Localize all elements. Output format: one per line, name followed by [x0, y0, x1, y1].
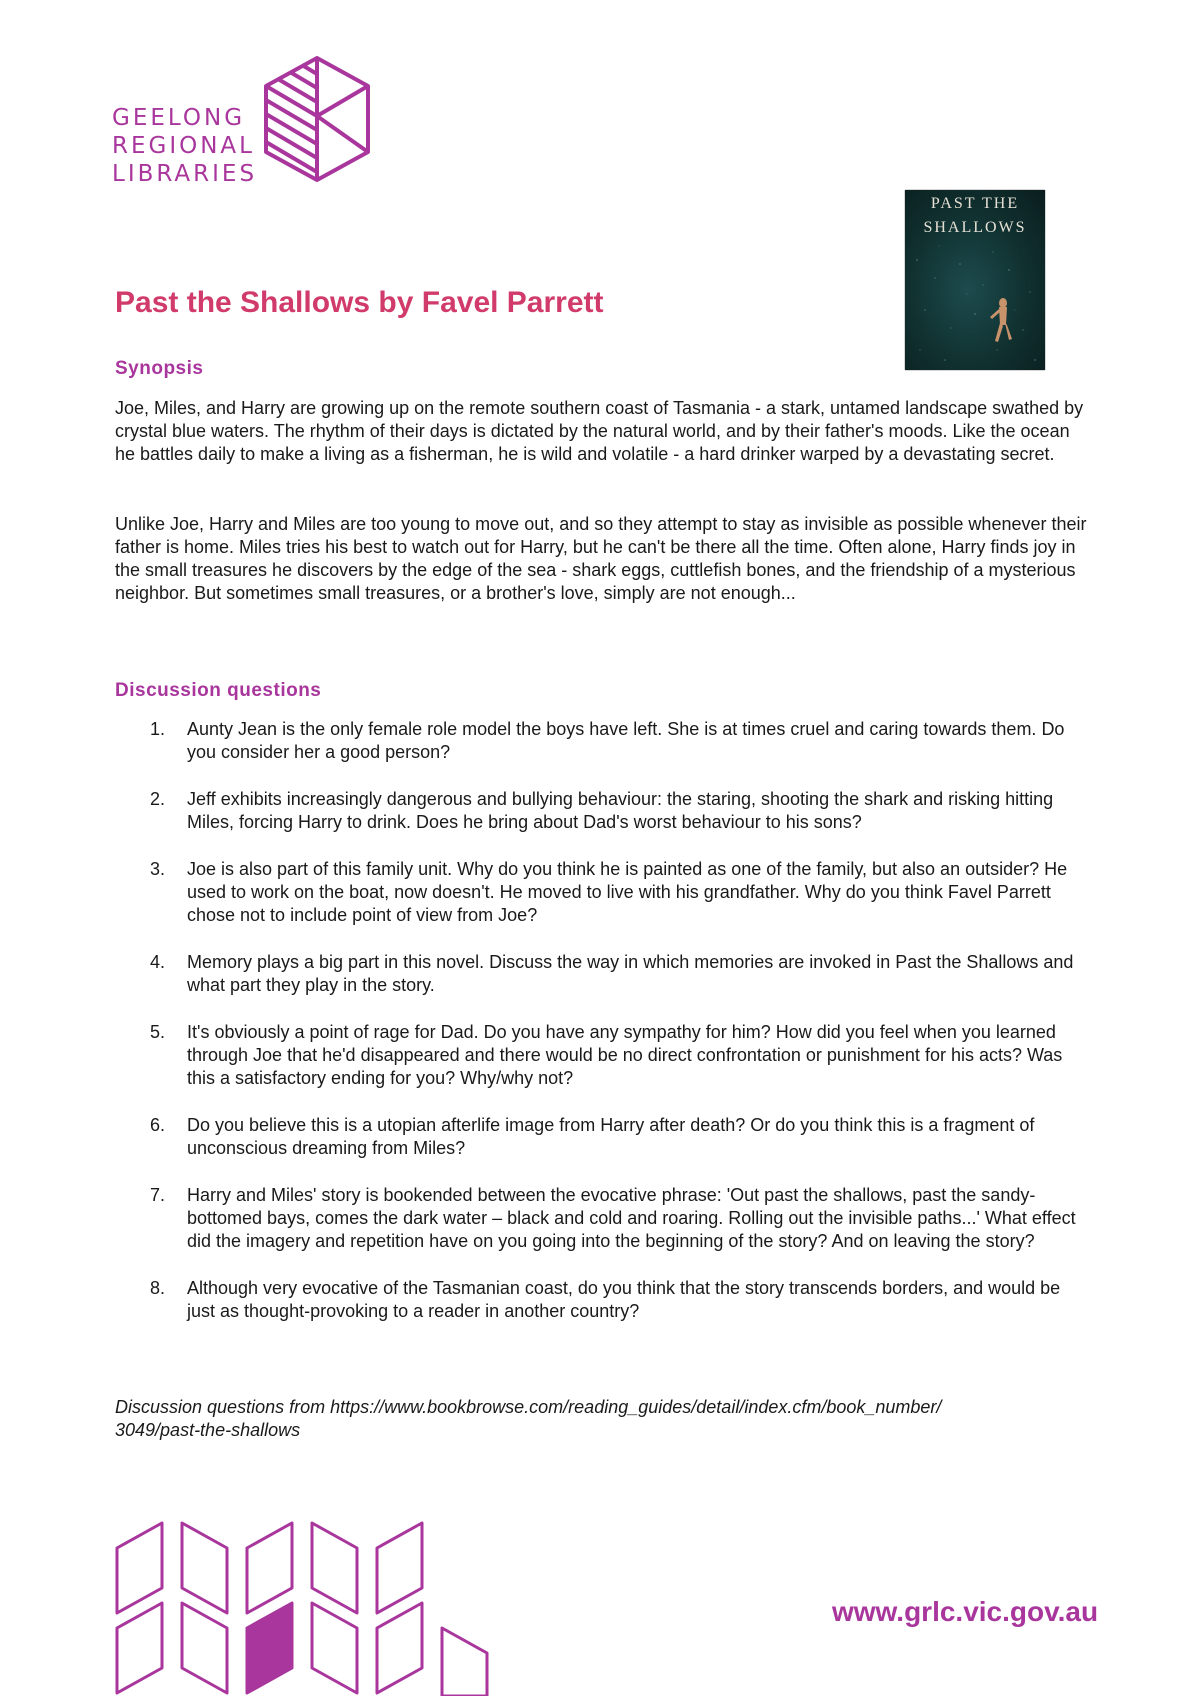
question-number: 2.	[150, 789, 166, 809]
source-citation	[115, 1396, 1075, 1442]
question-text: Do you believe this is a utopian afterlife image from Harry after death? Or do you think this is a fragment of unconscious dreaming from Miles?	[187, 1115, 1035, 1158]
cover-title-line-1: PAST THE	[930, 195, 1020, 212]
question-number: 6.	[150, 1115, 166, 1135]
question-item	[115, 718, 1090, 764]
discussion-heading: Discussion questions	[115, 680, 322, 701]
question-text: Harry and Miles' story is bookended between the evocative phrase: 'Out past the shallows, past the sandy-bottomed bays, comes the dark water – black and cold and roaring. Rolling out the invisible paths...' What effect did the imagery and repetition have on you going into the beginning of the story? And on leaving the story?	[187, 1185, 1076, 1251]
website-link[interactable]: www.grlc.vic.gov.au	[832, 1596, 1099, 1627]
page-title: Past the Shallows by Favel Parrett	[115, 286, 604, 319]
question-item	[115, 1114, 1090, 1160]
discussion-questions-list	[115, 718, 1090, 1347]
question-number: 1.	[150, 719, 166, 739]
question-text: Although very evocative of the Tasmanian coast, do you think that the story transcends borders, and would be just as thought-provoking to a reader in another country?	[187, 1278, 1061, 1321]
footer-cube-pattern-icon	[112, 1518, 492, 1696]
question-item	[115, 1184, 1090, 1253]
question-text: Memory plays a big part in this novel. Discuss the way in which memories are invoked in Past the Shallows and what part they play in the story.	[187, 952, 1074, 995]
question-number: 8.	[150, 1278, 166, 1298]
source-line-1: Discussion questions from https://www.bookbrowse.com/reading_guides/detail/index.cfm/book_number/	[115, 1397, 942, 1417]
geelong-regional-libraries-logo	[112, 56, 382, 196]
question-number: 7.	[150, 1185, 166, 1205]
question-text: Jeff exhibits increasingly dangerous and bullying behaviour: the staring, shooting the shark and risking hitting Miles, forcing Harry to drink. Does he bring about Dad's worst behaviour to his sons?	[187, 789, 1054, 832]
logo-line-2: REGIONAL	[112, 133, 255, 159]
cover-swimmer-figure	[987, 295, 1017, 345]
logo-line-1: GEELONG	[112, 105, 246, 131]
logo-wordmark	[112, 104, 257, 188]
cover-title	[905, 192, 1045, 240]
question-item	[115, 951, 1090, 997]
logo-cube-icon	[262, 56, 372, 184]
synopsis-heading: Synopsis	[115, 358, 204, 379]
cover-title-line-2: SHALLOWS	[923, 219, 1027, 236]
question-text: It's obviously a point of rage for Dad. Do you have any sympathy for him? How did you feel when you learned through Joe that he'd disappeared and there would be no direct confrontation or punishment for his acts? Was this a satisfactory ending for you? Why/why not?	[187, 1022, 1063, 1088]
question-item	[115, 1021, 1090, 1090]
question-item	[115, 1277, 1090, 1323]
synopsis-paragraph-2: Unlike Joe, Harry and Miles are too young to move out, and so they attempt to stay as invisible as possible whenever their father is home. Miles tries his best to watch out for Harry, but he can't be there all the time. Often alone, Harry finds joy in the small treasures he discovers by the edge of the sea - shark eggs, cuttlefish bones, and the friendship of a mysterious neighbor. But sometimes small treasures, or a brother's love, simply are not enough...	[115, 514, 1087, 603]
synopsis-paragraph-1: Joe, Miles, and Harry are growing up on the remote southern coast of Tasmania - a stark, untamed landscape swathed by crystal blue waters. The rhythm of their days is dictated by the natural world, and by their father's moods. Like the ocean he battles daily to make a living as a fisherman, he is wild and volatile - a hard drinker warped by a devastating secret.	[115, 398, 1084, 464]
question-number: 4.	[150, 952, 166, 972]
question-text: Joe is also part of this family unit. Why do you think he is painted as one of the family, but also an outsider? He used to work on the boat, now doesn't. He moved to live with his grandfather. Why do you think Favel Parrett chose not to include point of view from Joe?	[187, 859, 1068, 925]
question-number: 5.	[150, 1022, 166, 1042]
question-text: Aunty Jean is the only female role model the boys have left. She is at times cruel and caring towards them. Do you consider her a good person?	[187, 719, 1065, 762]
question-item	[115, 858, 1090, 927]
question-number: 3.	[150, 859, 166, 879]
source-line-2: 3049/past-the-shallows	[115, 1420, 301, 1440]
book-cover-image	[905, 190, 1045, 370]
question-item	[115, 788, 1090, 834]
logo-line-3: LIBRARIES	[112, 161, 258, 187]
